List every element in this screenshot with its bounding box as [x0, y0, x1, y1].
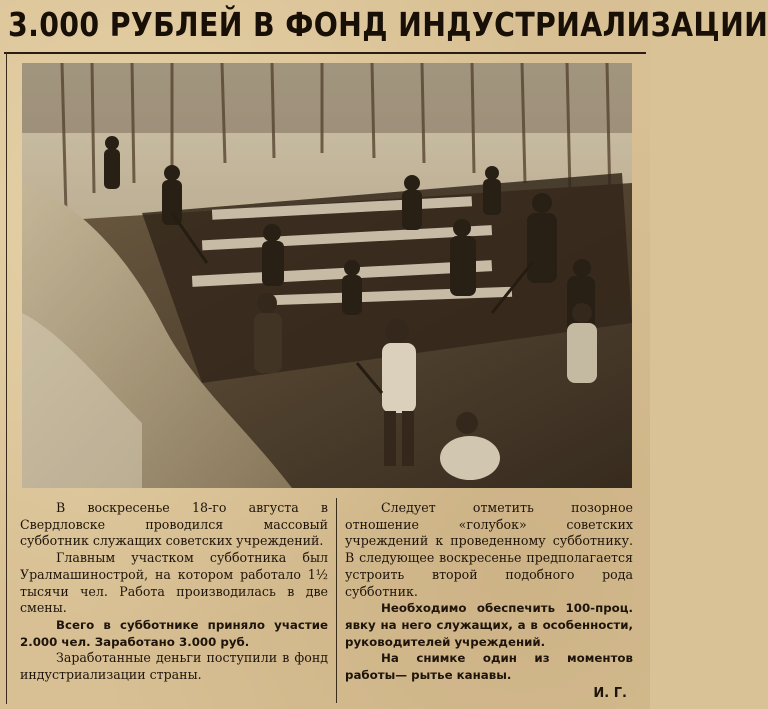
left-rule [6, 52, 7, 704]
author-signature: И. Г. [593, 685, 627, 701]
paragraph-attendance: Необходимо обеспечить 100-проц. явку на него служащих, а в особенности, руководителей учреждений. [345, 601, 633, 649]
headline: 3.000 РУБЛЕЙ В ФОНД ИНДУСТРИАЛИЗАЦИИ [8, 5, 768, 44]
paragraph-fund: Заработанные деньги поступили в фонд индустриализации страны. [20, 650, 328, 683]
article-column-right [345, 500, 633, 705]
top-rule [4, 52, 646, 54]
paragraph-attitude: Следует отметить позорное отношение «голубок» советских учреждений к проведенному субботнику. В следующее воскресенье предполагается устроить второй подобного рода субботник. [345, 500, 633, 599]
paragraph-main-site: Главным участком субботника был Уралмашинострой, на котором работало 1½ тысячи чел. Работа производилась в две смены. [20, 550, 328, 616]
column-divider [336, 498, 337, 703]
photo-illustration [22, 63, 632, 488]
paragraph-totals: Всего в субботнике приняло участие 2.000 чел. Заработано 3.000 руб. [20, 617, 328, 649]
photo-digging-ditch [22, 63, 632, 488]
article-column-left [20, 500, 328, 705]
paragraph-intro: В воскресенье 18-го августа в Свердловске проводился массовый субботник служащих советских учреждений. [20, 500, 328, 549]
photo-caption: На снимке один из моментов работы— рытье канавы. [345, 651, 633, 683]
